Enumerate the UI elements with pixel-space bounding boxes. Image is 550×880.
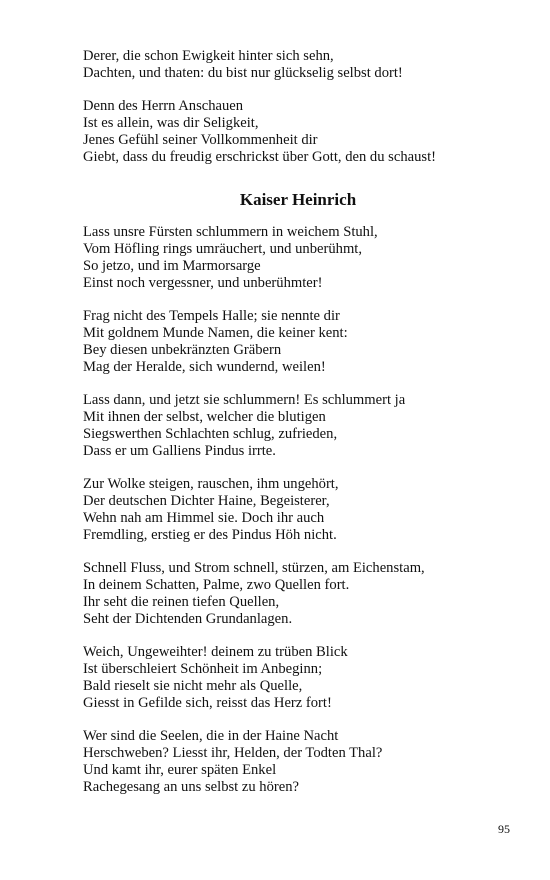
verse-line: Mit goldnem Munde Namen, die keiner kent:: [83, 325, 348, 341]
verse-line: Giesst in Gefilde sich, reisst das Herz fort!: [83, 695, 332, 711]
verse-line: Seht der Dichtenden Grundanlagen.: [83, 611, 293, 627]
poem-title: Kaiser Heinrich: [239, 190, 357, 209]
stanza: [83, 728, 503, 796]
verse-line: Mit ihnen der selbst, welcher die blutigen: [83, 409, 326, 425]
stanza: [83, 560, 503, 628]
verse-line: Derer, die schon Ewigkeit hinter sich sehn,: [83, 48, 334, 64]
verse-line: Der deutschen Dichter Haine, Begeisterer,: [83, 493, 330, 509]
verse-line: Weich, Ungeweihter! deinem zu trüben Blick: [83, 644, 348, 660]
verse-line: Und kamt ihr, eurer späten Enkel: [83, 762, 277, 778]
verse-line: Bald rieselt sie nicht mehr als Quelle,: [83, 678, 303, 694]
text-block: [83, 48, 503, 812]
verse-line: Ihr seht die reinen tiefen Quellen,: [83, 594, 280, 610]
verse-line: Lass unsre Fürsten schlummern in weichem Stuhl,: [83, 224, 378, 240]
verse-line: Dass er um Galliens Pindus irrte.: [83, 443, 276, 459]
verse-line: Ist es allein, was dir Seligkeit,: [83, 115, 259, 131]
verse-line: Siegswerthen Schlachten schlug, zufrieden,: [83, 426, 338, 442]
stanza: [83, 476, 503, 544]
verse-line: Fremdling, erstieg er des Pindus Höh nicht.: [83, 527, 337, 543]
stanza: [83, 98, 503, 166]
verse-line: Rachegesang an uns selbst zu hören?: [83, 779, 299, 795]
verse-line: Einst noch vergessner, und unberühmter!: [83, 275, 323, 291]
verse-line: Denn des Herrn Anschauen: [83, 98, 244, 114]
verse-line: Herschweben? Liesst ihr, Helden, der Todten Thal?: [83, 745, 383, 761]
verse-line: Dachten, und thaten: du bist nur glückselig selbst dort!: [83, 65, 403, 81]
verse-line: In deinem Schatten, Palme, zwo Quellen fort.: [83, 577, 350, 593]
page-number: 95: [498, 822, 510, 836]
stanza: [83, 308, 503, 376]
verse-line: Jenes Gefühl seiner Vollkommenheit dir: [83, 132, 318, 148]
stanza: [83, 392, 503, 460]
verse-line: Wer sind die Seelen, die in der Haine Nacht: [83, 728, 339, 744]
verse-line: Schnell Fluss, und Strom schnell, stürzen, am Eichenstam,: [83, 560, 425, 576]
verse-line: So jetzo, und im Marmorsarge: [83, 258, 261, 274]
verse-line: Lass dann, und jetzt sie schlummern! Es schlummert ja: [83, 392, 406, 408]
verse-line: Frag nicht des Tempels Halle; sie nennte dir: [83, 308, 340, 324]
verse-line: Bey diesen unbekränzten Gräbern: [83, 342, 282, 358]
verse-line: Wehn nah am Himmel sie. Doch ihr auch: [83, 510, 325, 526]
stanza: [83, 48, 503, 82]
stanza: [83, 644, 503, 712]
verse-line: Zur Wolke steigen, rauschen, ihm ungehört,: [83, 476, 339, 492]
verse-line: Mag der Heralde, sich wundernd, weilen!: [83, 359, 326, 375]
verse-line: Ist überschleiert Schönheit im Anbeginn;: [83, 661, 323, 677]
verse-line: Giebt, dass du freudig erschrickst über Gott, den du schaust!: [83, 149, 437, 165]
verse-line: Vom Höfling rings umräuchert, und unberühmt,: [83, 241, 362, 257]
stanza: [83, 224, 503, 292]
